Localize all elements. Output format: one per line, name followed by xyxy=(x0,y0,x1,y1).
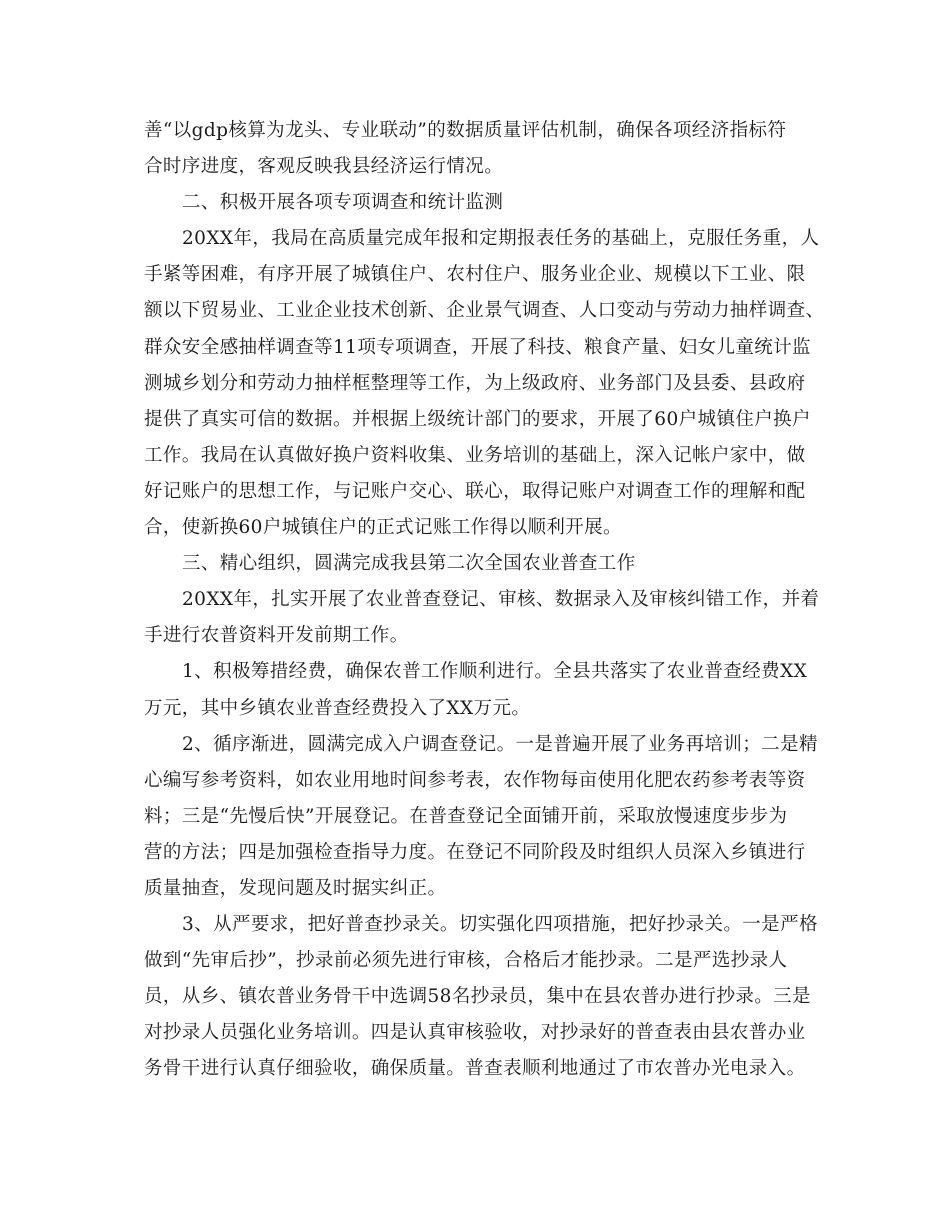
text-line: 额以下贸易业、工业企业技术创新、企业景气调查、人口变动与劳动力抽样调查、 xyxy=(144,300,825,322)
text-line: 合时序进度，客观反映我县经济运行情况。 xyxy=(144,156,504,178)
text-line: 员，从乡、镇农普业务骨干中选调58名抄录员，集中在县农普办进行抄录。三是 xyxy=(144,986,811,1008)
text-line: 20XX年，扎实开展了农业普查登记、审核、数据录入及审核纠错工作，并着 xyxy=(182,589,820,611)
text-line: 手进行农普资料开发前期工作。 xyxy=(144,625,409,647)
text-line: 3、从严要求，把好普查抄录关。切实强化四项措施，把好抄录关。一是严格 xyxy=(182,914,818,936)
text-line: 测城乡划分和劳动力抽样框整理等工作，为上级政府、业务部门及县委、县政府 xyxy=(144,372,806,394)
text-line: 2、循序渐进，圆满完成入户调查登记。一是普遍开展了业务再培训；二是精 xyxy=(182,733,818,755)
text-line: 万元，其中乡镇农业普查经费投入了XX万元。 xyxy=(144,697,531,719)
text-line: 20XX年，我局在高质量完成年报和定期报表任务的基础上，克服任务重，人 xyxy=(182,228,820,250)
text-line: 对抄录人员强化业务培训。四是认真审核验收，对抄录好的普查表由县农普办业 xyxy=(144,1022,806,1044)
section-heading: 二、积极开展各项专项调查和统计监测 xyxy=(182,192,504,214)
text-line: 1、积极筹措经费，确保农普工作顺利进行。全县共落实了农业普查经费XX xyxy=(182,661,808,683)
text-line: 合，使新换60户城镇住户的正式记账工作得以顺利开展。 xyxy=(144,517,622,539)
text-line: 质量抽查，发现问题及时据实纠正。 xyxy=(144,877,447,899)
text-line: 做到“先审后抄”，抄录前必须先进行审核，合格后才能抄录。二是严选抄录人 xyxy=(144,950,788,972)
section-heading: 三、精心组织，圆满完成我县第二次全国农业普查工作 xyxy=(182,553,636,575)
text-line: 营的方法；四是加强检查指导力度。在登记不同阶段及时组织人员深入乡镇进行 xyxy=(144,841,806,863)
text-line: 手紧等困难，有序开展了城镇住户、农村住户、服务业企业、规模以下工业、限 xyxy=(144,264,806,286)
text-line: 料；三是“先慢后快”开展登记。在普查登记全面铺开前，采取放慢速度步步为 xyxy=(144,805,788,827)
document-body xyxy=(144,113,825,1088)
text-line: 善“以gdp核算为龙头、专业联动”的数据质量评估机制，确保各项经济指标符 xyxy=(144,120,787,141)
text-line: 群众安全感抽样调查等11项专项调查，开展了科技、粮食产量、妇女儿童统计监 xyxy=(144,336,811,358)
text-line: 好记账户的思想工作，与记账户交心、联心，取得记账户对调查工作的理解和配 xyxy=(144,480,806,502)
text-line: 心编写参考资料，如农业用地时间参考表，农作物每亩使用化肥农药参考表等资 xyxy=(144,769,806,791)
text-line: 提供了真实可信的数据。并根据上级统计部门的要求，开展了60户城镇住户换户 xyxy=(144,408,811,430)
text-line: 务骨干进行认真仔细验收，确保质量。普查表顺利地通过了市农普办光电录入。 xyxy=(144,1058,806,1080)
text-line: 工作。我局在认真做好换户资料收集、业务培训的基础上，深入记帐户家中，做 xyxy=(144,444,806,466)
